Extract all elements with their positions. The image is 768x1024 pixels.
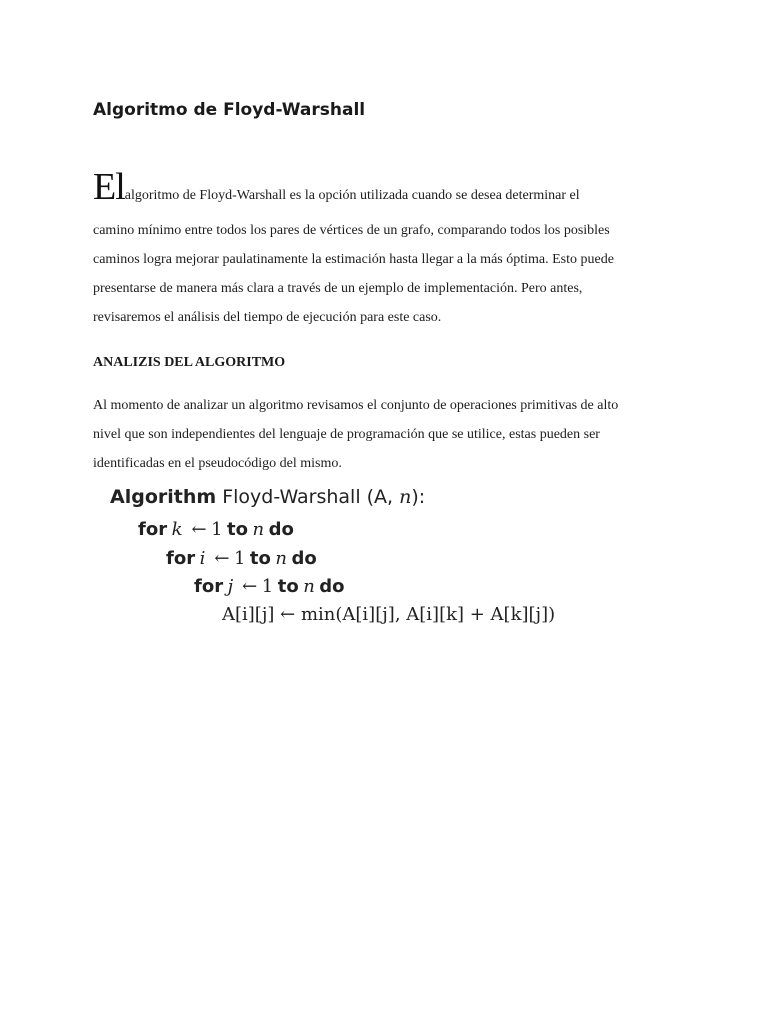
loop-start: 1 [211, 519, 223, 540]
keyword-do: do [291, 548, 317, 569]
algorithm-name: Floyd-Warshall (A, [222, 486, 400, 508]
keyword-for: for [194, 576, 224, 597]
analysis-paragraph [93, 391, 693, 478]
pseudocode-assignment: A[i][j] ← min(A[i][j], A[i][k] + A[k][j]) [222, 604, 556, 625]
keyword-to: to [227, 519, 249, 540]
loop-start: 1 [233, 548, 246, 569]
keyword-to: to [249, 548, 271, 569]
assign-arrow: ← [242, 576, 258, 597]
intro-line: caminos logra mejorar paulatinamente la estimación hasta llegar a la más óptima. Esto puede [93, 252, 614, 267]
intro-line: presentarse de manera más clara a través de un ejemplo de implementación. Pero antes, [93, 281, 583, 296]
assign-arrow: ← [191, 519, 207, 540]
assign-arrow: ← [214, 548, 230, 569]
intro-line: revisaremos el análisis del tiempo de ejecución para este caso. [93, 310, 442, 325]
keyword-to: to [277, 576, 299, 597]
keyword-do: do [268, 519, 294, 540]
keyword-for: for [166, 548, 196, 569]
intro-first-line [93, 168, 683, 216]
pseudocode-loop-j [194, 576, 345, 597]
intro-line: camino mínimo entre todos los pares de vértices de un grafo, comparando todos los posibles [93, 223, 610, 238]
pseudocode-header [110, 486, 425, 508]
section-heading: ANALIZIS DEL ALGORITMO [93, 355, 286, 370]
keyword-for: for [138, 519, 168, 540]
loop-start: 1 [261, 576, 274, 597]
loop-var: k [171, 519, 183, 540]
pseudocode-loop-k [138, 519, 294, 540]
intro-first-line-text: algoritmo de Floyd-Warshall es la opción utilizada cuando se desea determinar el [124, 188, 580, 203]
loop-var: j [227, 576, 234, 597]
intro-paragraph [93, 168, 683, 332]
analysis-line: Al momento de analizar un algoritmo revisamos el conjunto de operaciones primitivas de alto [93, 398, 619, 413]
loop-end: n [303, 576, 315, 597]
keyword-do: do [319, 576, 345, 597]
pseudocode-loop-i [166, 548, 317, 569]
algorithm-param: n [399, 486, 412, 508]
loop-end: n [252, 519, 265, 540]
pseudocode-figure [98, 482, 578, 632]
analysis-line: identificadas en el pseudocódigo del mismo. [93, 456, 342, 471]
drop-cap: El [93, 166, 125, 208]
document-title: Algoritmo de Floyd-Warshall [93, 100, 366, 120]
algorithm-keyword: Algorithm [110, 486, 217, 508]
algorithm-header-end: ): [411, 486, 426, 508]
loop-var: i [199, 548, 206, 569]
analysis-line: nivel que son independientes del lenguaje de programación que se utilice, estas pueden ser [93, 427, 600, 442]
loop-end: n [275, 548, 287, 569]
